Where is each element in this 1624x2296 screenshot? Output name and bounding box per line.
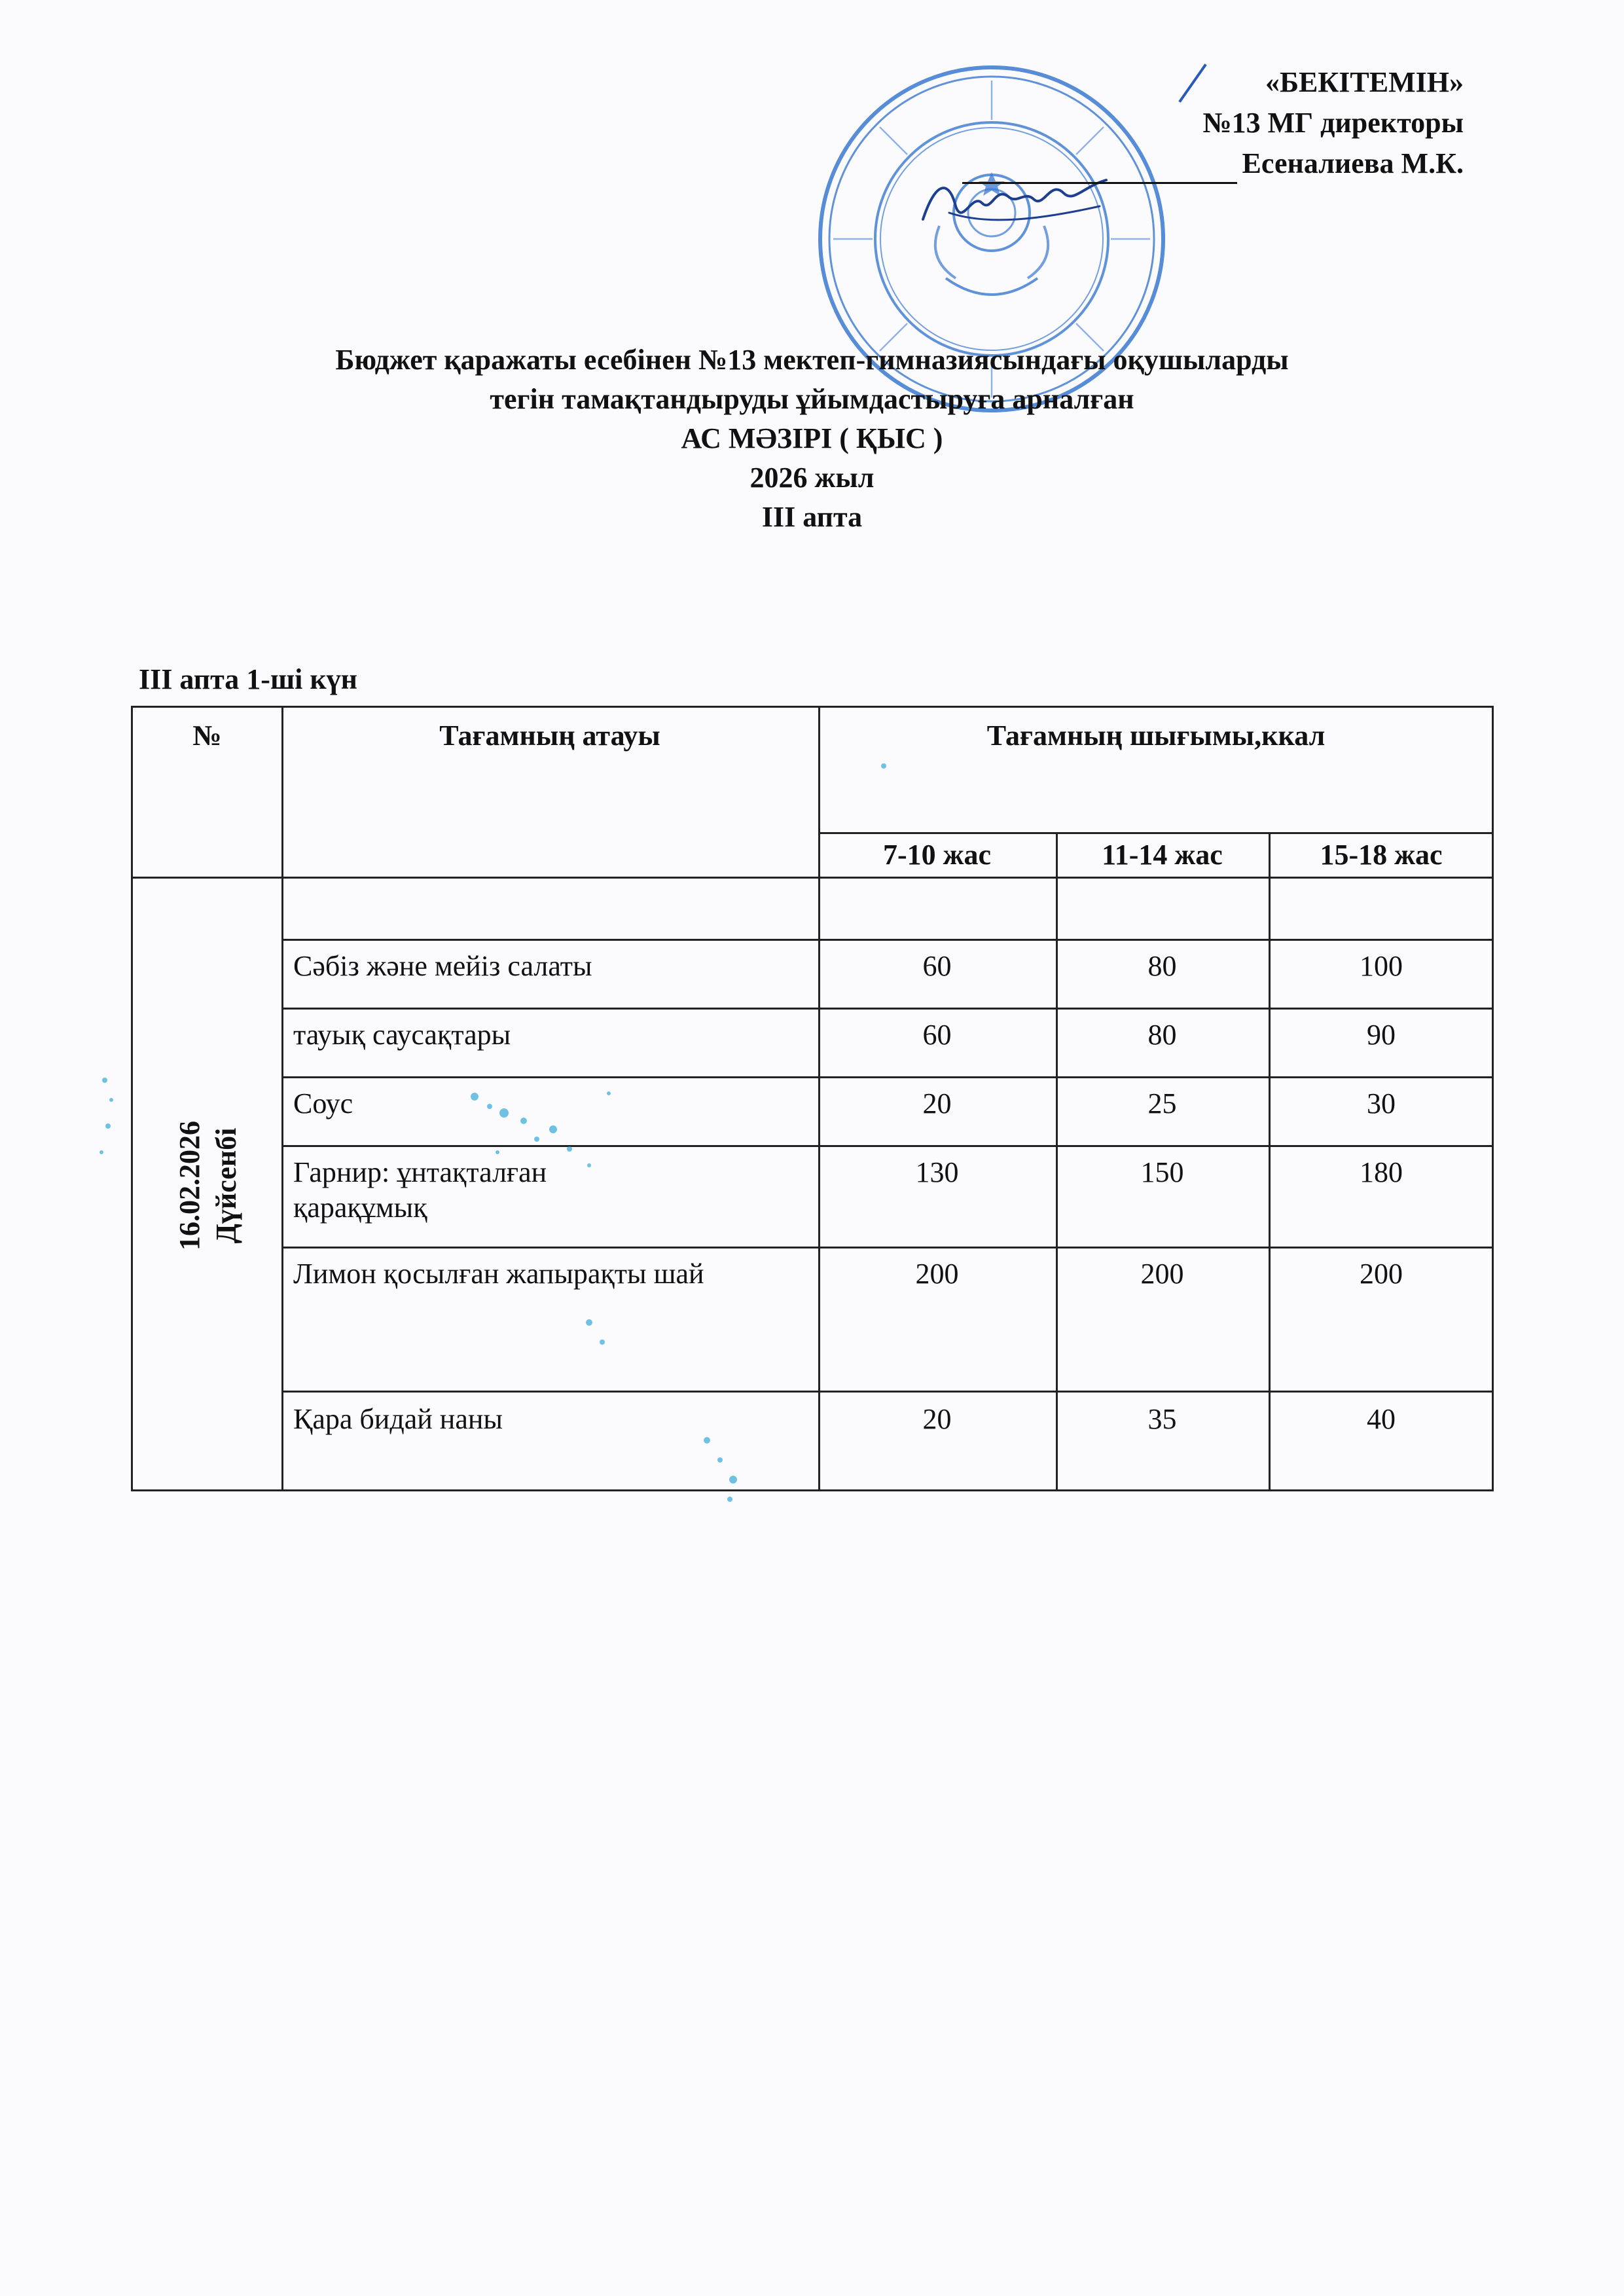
dish-name: Сәбіз және мейіз салаты — [293, 950, 592, 982]
dish-kcal: 40 — [1367, 1403, 1396, 1435]
title-line-5: ІІІ апта — [761, 501, 863, 533]
dish-kcal: 35 — [1147, 1403, 1177, 1435]
menu-date: 16.02.2026 — [173, 1121, 206, 1250]
header-age-group: 11-14 жас — [1102, 839, 1223, 871]
approval-position: №13 МГ директоры — [1202, 107, 1464, 139]
dish-kcal: 60 — [922, 950, 952, 982]
dish-kcal: 180 — [1360, 1156, 1403, 1188]
dish-kcal: 100 — [1360, 950, 1403, 982]
dish-kcal: 200 — [915, 1258, 959, 1290]
dish-name: Қара бидай наны — [293, 1403, 503, 1435]
table-grid-line — [281, 1008, 1494, 1010]
dish-kcal: 60 — [922, 1019, 952, 1051]
dish-kcal: 200 — [1140, 1258, 1184, 1290]
header-number: № — [192, 720, 222, 752]
table-grid-line — [133, 877, 1494, 879]
title-line-2: тегін тамақтандыруды ұйымдастыруға арналған — [490, 383, 1134, 415]
dish-name: Гарнир: ұнтақталған қарақұмық — [293, 1156, 547, 1224]
header-age-group: 7-10 жас — [882, 839, 992, 871]
dish-name: Соус — [293, 1087, 353, 1120]
table-grid-line — [281, 1076, 1494, 1078]
document-title — [0, 340, 1624, 537]
dish-kcal: 80 — [1147, 1019, 1177, 1051]
table-grid-line — [281, 1145, 1494, 1147]
table-grid-line — [281, 939, 1494, 941]
week-day-label: ІІІ апта 1-ші күн — [139, 663, 358, 695]
menu-weekday: Дүйсенбі — [210, 1127, 242, 1244]
approval-signer-name: Есеналиева М.К. — [1242, 147, 1464, 179]
header-dish-name: Тағамның атауы — [439, 720, 660, 752]
signature-line — [962, 156, 1237, 184]
dish-kcal: 30 — [1367, 1087, 1396, 1120]
title-line-3: АС МӘЗІРІ ( ҚЫС ) — [681, 422, 943, 454]
menu-table — [131, 706, 1494, 1491]
dish-kcal: 80 — [1147, 950, 1177, 982]
dish-kcal: 20 — [922, 1087, 952, 1120]
title-line-1: Бюджет қаражаты есебінен №13 мектеп-гимназиясындағы оқушыларды — [335, 344, 1289, 376]
dish-kcal: 200 — [1360, 1258, 1403, 1290]
dish-kcal: 25 — [1147, 1087, 1177, 1120]
table-grid-line — [281, 1391, 1494, 1393]
approval-title: «БЕКІТЕМІН» — [1265, 66, 1464, 98]
dish-kcal: 150 — [1140, 1156, 1184, 1188]
date-cell — [133, 878, 283, 1493]
dish-kcal: 90 — [1367, 1019, 1396, 1051]
dish-kcal: 130 — [915, 1156, 959, 1188]
title-line-4: 2026 жыл — [749, 462, 875, 494]
approval-block — [962, 62, 1464, 184]
table-grid-line — [281, 1247, 1494, 1248]
header-age-group: 15-18 жас — [1320, 839, 1443, 871]
approval-signer — [962, 143, 1464, 184]
header-yield: Тағамның шығымы,ккал — [986, 720, 1326, 752]
dish-kcal: 20 — [922, 1403, 952, 1435]
dish-name: тауық саусақтары — [293, 1019, 511, 1051]
dish-name: Лимон қосылған жапырақты шай — [293, 1258, 704, 1290]
table-grid-line — [818, 832, 1494, 834]
